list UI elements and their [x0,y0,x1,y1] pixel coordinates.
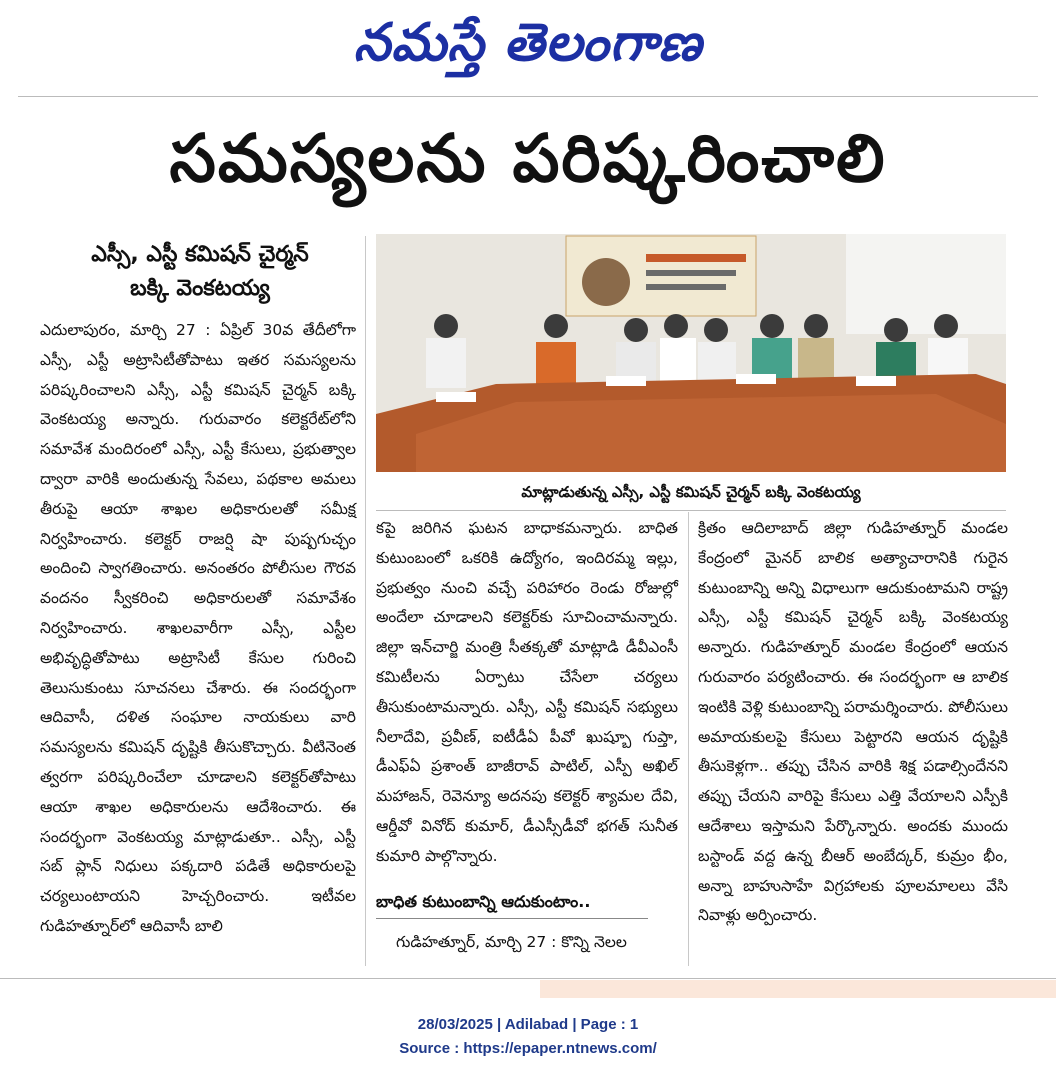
article-text: క్రితం ఆదిలాబాద్ జిల్లా గుడిహత్నూర్ మండల కేంద్రంలో మైనర్ బాలిక అత్యాచారానికి గురైన కుటుంబాన్ని అన్ని విధాలుగా ఆదుకుంటామని రాష్ట్ర ఎస్సీ, ఎస్టీ కమిషన్ చైర్మన్ బక్కి వెంకటయ్య అన్నారు. గుడిహత్నూర్ మండల కేంద్రంలో ఆయన గురువారం పర్యటించారు. ఈ సందర్భంగా ఆ బాలిక ఇంటికి వెళ్లి కుటుంబాన్ని పరామర్శించారు. పోలీసులు అమాయకులపై కేసులు పెట్టారని ఆయన దృష్టికి తీసుకెళ్లగా.. తప్పు చేసిన వారికి శిక్ష పడాల్సిందేనని తప్పు చేయని వారిపై కేసులు ఎత్తి వేయాలని ఎస్పీకి ఆదేశాలు ఇస్తామని పేర్కొన్నారు. అందకు ముందు బస్టాండ్ వద్ద ఉన్న బీఆర్ అంబేద్కర్, కుమ్రం భీం, అన్నా బాహుసాహే విగ్రహాలకు పూలమాలలు వేసి నివాళ్లు అర్పించారు. [698,519,1008,925]
article-text: కపై జరిగిన ఘటన బాధాకమన్నారు. బాధిత కుటుంబంలో ఒకరికి ఉద్యోగం, ఇందిరమ్మ ఇల్లు, ప్రభుత్వం నుంచి వచ్చే పరిహారం రెండు రోజుల్లో అందేలా చూడాలని కలెక్టర్‌కు సూచించామన్నారు. జిల్లా ఇన్‌చార్జి మంత్రి సీతక్కతో మాట్లాడి డీవీఎంసీ కమిటీలను ఏర్పాటు చేసేలా చర్యలు తీసుకుంటామన్నారు. ఎస్సీ, ఎస్టీ కమిషన్ సభ్యులు నీలాదేవి, ప్రవీణ్, ఐటీడీఏ పీవో ఖుష్బూ గుప్తా, డీఎఫ్‌ఏ ప్రశాంత్ బాజీరావ్ పాటిల్, ఎస్పీ అఖిల్ మహాజన్, రెవెన్యూ అదనపు కలెక్టర్ శ్యామల దేవి, ఆర్డీవో వినోద్ కుమార్, డీఎస్సీడీవో భగత్ సునీత కుమారి పాల్గొన్నారు. [376,519,678,865]
headline: సమస్యలను పరిష్కరించాలి [169,120,887,197]
subheadline [40,238,360,306]
meeting-photo-illustration [376,234,1006,472]
subheadline-line1: ఎస్సీ, ఎస్టీ కమిషన్ చైర్మన్ [91,242,309,267]
masthead-title: నమస్తే తెలంగాణ [353,13,703,73]
caption-divider [376,510,1006,511]
subheadline-line2: బక్కి వెంకటయ్య [130,276,270,301]
column-divider [365,236,366,966]
article-text: గుడిహత్నూర్, మార్చి 27 : కొన్ని నెలల [396,933,627,951]
footer-date-edition: 28/03/2025 | Adilabad | Page : 1 [417,1016,639,1033]
column-divider [688,512,689,966]
page-bottom-divider [0,978,1056,979]
masthead-divider [18,96,1038,97]
news-photo [376,234,1006,472]
accent-bar [540,980,1056,998]
article-column-2 [376,514,678,872]
article-column-2b [396,928,678,958]
photo-caption: మాట్లాడుతున్న ఎస్సీ, ఎస్టీ కమిషన్ చైర్మన్ బక్కి వెంకటయ్య [521,483,861,501]
article-subheading: బాధిత కుటుంబాన్ని ఆదుకుంటాం.. [376,890,648,919]
article-column-3 [698,514,1008,931]
article-column-1 [40,316,356,942]
article-text: ఎదులాపురం, మార్చి 27 : ఏప్రిల్ 30వ తేదీలోగా ఎస్సీ, ఎస్టీ అట్రాసిటీతోపాటు ఇతర సమస్యలను పరిష్కరించాలని ఎస్సీ, ఎస్టీ కమిషన్ చైర్మన్ బక్కి వెంకటయ్య అన్నారు. గురువారం కలెక్టరేట్‌లోని సమావేశ మందిరంలో ఎస్సీ, ఎస్టీ కేసులు, ప్రభుత్వాల ద్వారా వారికి అందుతున్న సేవలు, పథకాల అమలు తీరుపై ఆయా శాఖల అధికారులతో సమీక్ష నిర్వహించారు. కలెక్టర్ రాజర్షి షా పుష్పగుచ్ఛం అందించి స్వాగతించారు. అనంతరం పోలీసుల గౌరవ వందనం స్వీకరించి అధికారులతో సమావేశం నిర్వహించారు. శాఖలవారీగా ఎస్సీ, ఎస్టీల అభివృద్ధితోపాటు అట్రాసిటీ కేసుల గురించి తెలుసుకుంటు సూచనలు చేశారు. ఈ సందర్భంగా ఆదివాసీ, దళిత సంఘాల నాయకులు వారి సమస్యలను కమిషన్ దృష్టికి తీసుకొచ్చారు. వీటినెంత త్వరగా పరిష్కరించేలా చూడాలని కలెక్టర్‌తోపాటు ఆయా శాఖల అధికారులను ఆదేశించారు. ఈ సందర్భంగా వెంకటయ్య మాట్లాడుతూ.. ఎస్సీ, ఎస్టీ సబ్ ప్లాన్ నిధులు పక్కదారి పడితే అధికారులపై చర్యలుంటాయని హెచ్చరించారు. ఇటీవల గుడిహత్నూర్‌లో ఆదివాసీ బాలి [40,321,356,935]
footer-source-link[interactable]: Source : https://epaper.ntnews.com/ [399,1040,657,1057]
